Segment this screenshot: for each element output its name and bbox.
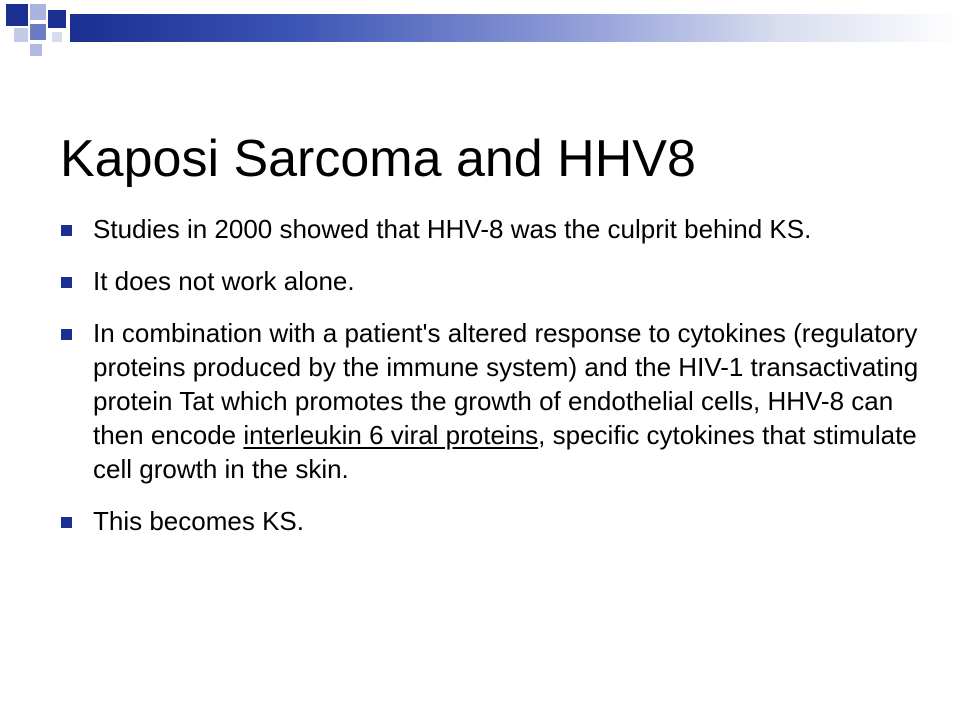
slide-title: Kaposi Sarcoma and HHV8 <box>60 129 696 188</box>
header-square-dark <box>6 4 28 26</box>
bullet-text: It does not work alone. <box>93 266 355 296</box>
square-bullet-icon <box>61 225 72 236</box>
bullet-text: This becomes KS. <box>93 506 304 536</box>
header-square-light <box>14 28 28 42</box>
bullet-list <box>60 212 920 556</box>
bullet-item <box>60 212 920 246</box>
square-bullet-icon <box>61 277 72 288</box>
bullet-text-after: , specific cytokines that stimulate cell growth in the skin. <box>93 420 917 484</box>
header-square-light <box>30 4 46 20</box>
square-bullet-icon <box>61 517 72 528</box>
header-gradient-bar <box>70 14 960 42</box>
bullet-item <box>60 504 920 538</box>
underlined-term: interleukin 6 viral proteins <box>243 420 539 450</box>
bullet-text: Studies in 2000 showed that HHV-8 was the culprit behind KS. <box>93 214 812 244</box>
square-bullet-icon <box>61 329 72 340</box>
bullet-item <box>60 316 920 486</box>
header-square-pale <box>52 32 62 42</box>
header-square-light <box>30 44 42 56</box>
header-decoration <box>0 0 960 60</box>
bullet-text-before: In combination with a patient's altered response to cytokines (regulatory proteins produced by the immune system) and the HIV-1 transactivating protein Tat which promotes the growth of endothelial cells, HHV-8 can then encode <box>93 318 919 450</box>
header-square-mid <box>30 24 46 40</box>
header-square-dark <box>48 10 66 28</box>
bullet-item <box>60 264 920 298</box>
